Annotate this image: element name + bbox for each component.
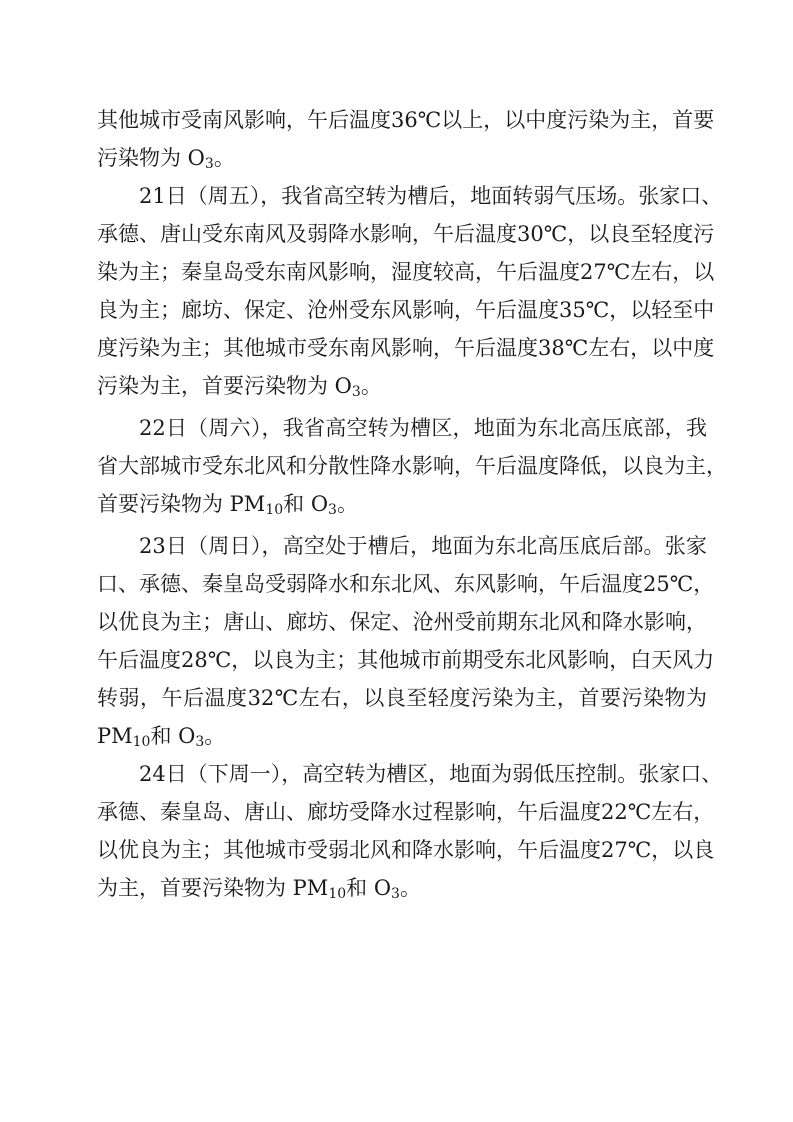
text-line: 染为主；秦皇岛受东南风影响，湿度较高，午后温度27℃左右，以 xyxy=(97,260,715,284)
text-line: $PM_{10}$和 $O_3$。 xyxy=(97,724,226,750)
text-line: 以优良为主；唐山、廊坊、保定、沧州受前期东北风和降水影响， xyxy=(97,610,707,634)
text-line: 午后温度28℃，以良为主；其他城市前期受东北风影响，白天风力 xyxy=(97,648,715,672)
text-line: 23日（周日），高空处于槽后，地面为东北高压底后部。张家 xyxy=(139,534,707,558)
text-line: 良为主；廊坊、保定、沧州受东风影响，午后温度35℃，以轻至中 xyxy=(97,298,715,322)
text-line: 21日（周五），我省高空转为槽后，地面转弱气压场。张家口、 xyxy=(139,184,723,208)
text-line: 度污染为主；其他城市受东南风影响，午后温度38℃左右，以中度 xyxy=(97,336,715,360)
text-line: 承德、秦皇岛、唐山、廊坊受降水过程影响，午后温度22℃左右， xyxy=(97,800,715,824)
text-line: 22日（周六），我省高空转为槽区，地面为东北高压底部，我 xyxy=(139,416,707,440)
text-line: 转弱，午后温度32℃左右，以良至轻度污染为主，首要污染物为 xyxy=(97,686,707,710)
text-line: 口、承德、秦皇岛受弱降水和东北风、东风影响，午后温度25℃， xyxy=(97,572,715,596)
text-line: 为主，首要污染物为 $PM_{10}$和 $O_3$。 xyxy=(97,876,421,902)
text-line: 以优良为主；其他城市受弱北风和降水影响，午后温度27℃，以良 xyxy=(97,838,715,862)
text-line: 承德、唐山受东南风及弱降水影响，午后温度30℃，以良至轻度污 xyxy=(97,222,715,246)
text-line: 24日（下周一），高空转为槽区，地面为弱低压控制。张家口、 xyxy=(139,762,723,786)
text-line: 其他城市受南风影响，午后温度36℃以上，以中度污染为主，首要 xyxy=(97,108,715,132)
text-line: 污染物为 $O_3$。 xyxy=(97,146,235,172)
text-line: 首要污染物为 $PM_{10}$和 $O_3$。 xyxy=(97,492,358,518)
text-line: 污染为主，首要污染物为 $O_3$。 xyxy=(97,374,382,400)
text-line: 省大部城市受东北风和分散性降水影响，午后温度降低，以良为主， xyxy=(97,454,727,478)
